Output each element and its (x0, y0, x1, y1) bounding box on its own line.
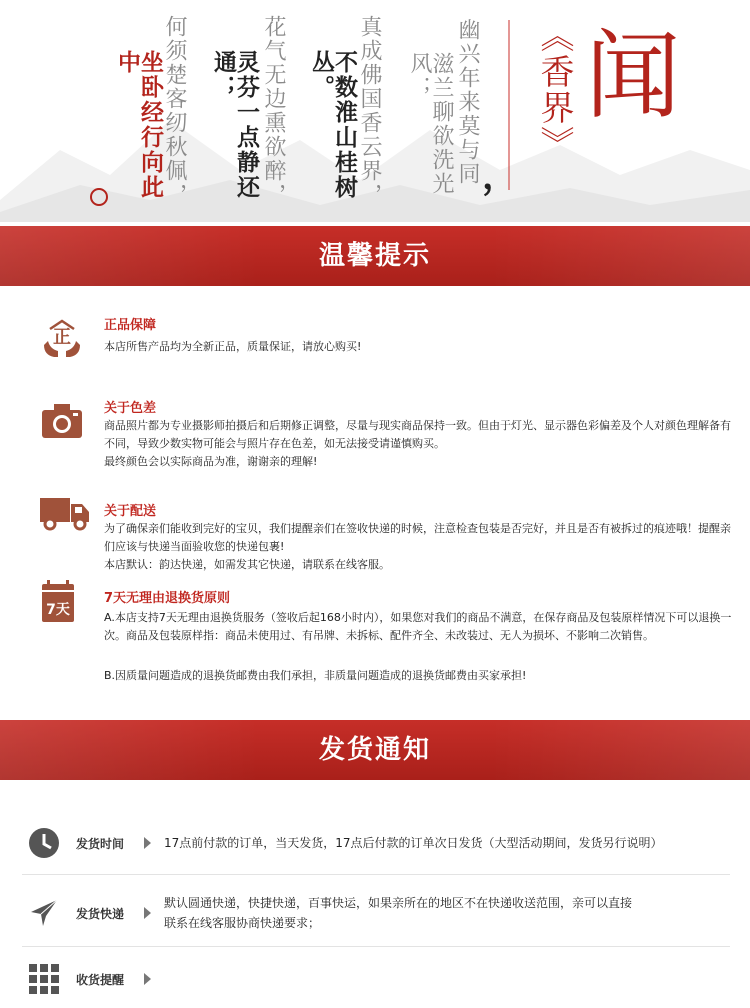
poem-comma: ， (482, 155, 519, 197)
banner-tips-title: 温馨提示 (318, 241, 431, 271)
row-divider (22, 946, 730, 947)
svg-text:正: 正 (53, 327, 71, 348)
tip-body-return (104, 609, 732, 685)
tip-body-color (104, 417, 732, 471)
banner-tips (0, 226, 750, 286)
tip-title-color: 关于色差 (104, 401, 157, 416)
tip-title-genuine: 正品保障 (104, 318, 157, 333)
shipping-line: 联系在线客服协商快递要求； (164, 916, 321, 930)
tip-body-delivery (104, 520, 732, 574)
arrow-right-icon (144, 837, 151, 849)
row-divider (22, 874, 730, 875)
poem-column-2: 滋兰聊欲洗光风； (407, 52, 454, 196)
tip-line: 本店所售产品均为全新正品，质量保证，请放心购买! (104, 340, 362, 353)
poem-column-8: 坐卧经行向此中 (114, 50, 164, 200)
shipping-label-courier: 发货快递 (76, 906, 125, 921)
tip-line: 本店默认：韵达快递，如需发其它快递，请联系在线客服。 (104, 558, 390, 571)
calendar-7day-label: 7天 (46, 602, 70, 618)
poem-column-5: 花气无边熏欲醉， (261, 15, 286, 207)
shipping-row-courier (22, 878, 732, 948)
shipping-line: 17点前付款的订单，当天发货，17点后付款的订单次日发货（大型活动期间，发货另行说明） (164, 836, 663, 850)
shipping-text-courier (164, 878, 724, 948)
airplane-icon (28, 897, 60, 929)
grid-icon (28, 963, 60, 995)
clock-icon (28, 827, 60, 859)
shipping-line: 默认圆通快递，快捷快递，百事快运，如果亲所在的地区不在快递收送范围，亲可以直接 (164, 896, 633, 910)
truck-icon (40, 490, 90, 534)
shipping-text-time (164, 808, 724, 878)
tip-line: 为了确保亲们能收到完好的宝贝，我们提醒亲们在签收快递的时候，注意检查包装是否完好，并且是否有被拆过的痕迹哦！提醒亲们应该与快递当面验收您的快递包裹! (104, 522, 731, 553)
hero-title-character: 闻 (585, 20, 681, 132)
shipping-label-receipt: 收货提醒 (76, 972, 125, 987)
camera-icon (40, 398, 84, 442)
genuine-hands-icon (40, 315, 84, 359)
shipping-row-receipt (22, 950, 732, 1008)
seal-ring (90, 188, 108, 206)
tip-line: 商品照片都为专业摄影师拍摄后和后期修正调整，尽量与现实商品保持一致。但由于灯光、显示器色彩偏差及个人对颜色理解备有不同，导致少数实物可能会与照片存在色差，如无法接受请谨慎购买。 (104, 419, 731, 450)
shipping-label-time: 发货时间 (76, 836, 125, 851)
tip-title-return: 7天无理由退换货原则 (104, 591, 231, 606)
poem-column-4: 不数淮山桂树丛。 (308, 50, 358, 200)
poem-column-6: 灵芬一点静还通； (210, 50, 260, 200)
banner-shipping (0, 720, 750, 780)
poem-column-7: 何须楚客纫秋佩， (162, 15, 187, 207)
hero-title-small: 《香界》 (534, 18, 574, 162)
tip-line: A.本店支持7天无理由退换货服务（签收后起168小时内），如果您对我们的商品不满意，在保存商品及包装原样情况下可以退换一次。商品及包装原样指：商品未使用过、有吊牌、未拆标、配件齐全、未改装过、无人为损坏、不影响二次销售。 (104, 611, 732, 642)
shipping-row-time (22, 808, 732, 878)
arrow-right-icon (144, 907, 151, 919)
poem-column-3: 真成佛国香云界， (357, 15, 382, 207)
calendar-7day-icon (40, 580, 76, 624)
tip-body-genuine (104, 338, 732, 356)
banner-shipping-title: 发货通知 (318, 735, 431, 765)
tip-title-delivery: 关于配送 (104, 504, 157, 519)
poem-header (0, 0, 750, 222)
arrow-right-icon (144, 973, 151, 985)
tip-line: 最终颜色会以实际商品为准，谢谢亲的理解! (104, 455, 318, 468)
poem-column-1: 幽兴年来莫与同 (455, 18, 480, 186)
tip-line: B.因质量问题造成的退换货邮费由我们承担，非质量问题造成的退换货邮费由买家承担! (104, 669, 527, 682)
